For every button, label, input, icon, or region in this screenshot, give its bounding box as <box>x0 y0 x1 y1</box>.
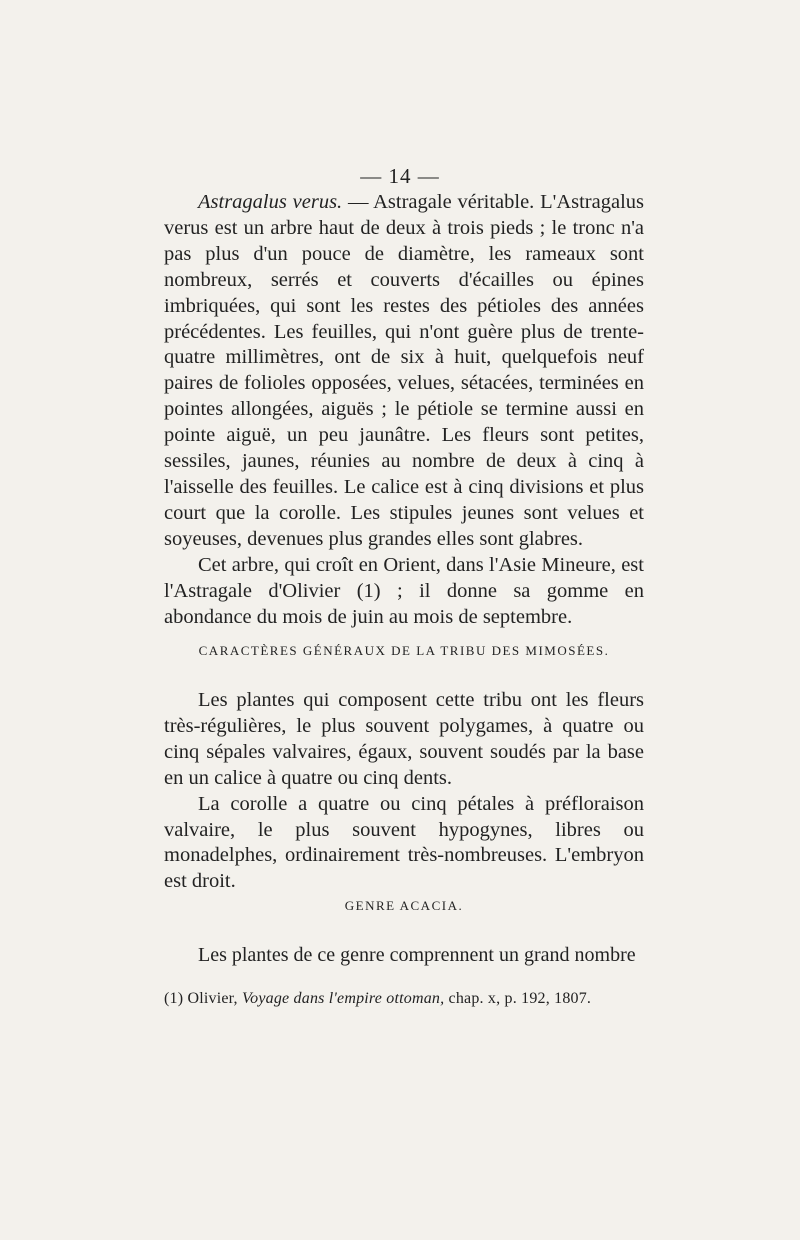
footnote <box>164 990 644 1008</box>
paragraph: Les plantes qui composent cette tribu ont les fleurs très-régulières, le plus souvent polygames, à quatre ou cinq sépales valvaires, égaux, souvent soudés par la base en un calice à quatre ou cinq dents. <box>164 689 644 789</box>
footnote-marker: (1) Olivier, <box>164 990 242 1007</box>
section-acacia <box>164 943 644 969</box>
section-heading: CARACTÈRES GÉNÉRAUX DE LA TRIBU DES MIMOSÉES. <box>198 643 610 658</box>
section-mimosees <box>164 688 644 895</box>
paragraph: La corolle a quatre ou cinq pétales à préfloraison valvaire, le plus souvent hypogynes, libres ou monadelphes, ordinairement très-nombreuses. L'embryon est droit. <box>164 792 644 893</box>
paragraph: Les plantes de ce genre comprennent un grand nombre <box>198 944 636 966</box>
footnote-title: Voyage dans l'empire ottoman, <box>241 990 445 1007</box>
paragraph-text: — Astragale véritable. L'Astragalus verus est un arbre haut de deux à trois pieds ; le tronc n'a pas plus d'un pouce de diamètre, les rameaux sont nombreux, serrés et couverts d'écailles ou épines imbriquées, qui sont les restes des pétioles des années précédentes. Les feuilles, qui n'ont guère plus de trente-quatre millimètres, ont de six à huit, quelquefois neuf paires de folioles opposées, velues, sétacées, terminées en pointes allongées, aiguës ; le pétiole se termine aussi en pointe aiguë, un peu jaunâtre. Les fleurs sont petites, sessiles, jaunes, réunies au nombre de deux à cinq à l'aisselle des feuilles. Le calice est à cinq divisions et plus court que la corolle. Les stipules jeunes sont velues et soyeuses, devenues plus grandes elles sont glabres. <box>164 191 644 550</box>
paragraph: Cet arbre, qui croît en Orient, dans l'Asie Mineure, est l'Astragale d'Olivier (1) ; il donne sa gomme en abondance du mois de juin au mois de septembre. <box>164 553 644 628</box>
footnote-citation: chap. x, p. 192, 1807. <box>444 990 592 1007</box>
section-astragalus <box>164 190 644 630</box>
species-name: Astragalus verus. <box>198 191 343 213</box>
paragraph <box>164 190 644 553</box>
section-heading: GENRE ACACIA. <box>344 898 464 913</box>
page-number: — 14 — <box>360 164 440 188</box>
